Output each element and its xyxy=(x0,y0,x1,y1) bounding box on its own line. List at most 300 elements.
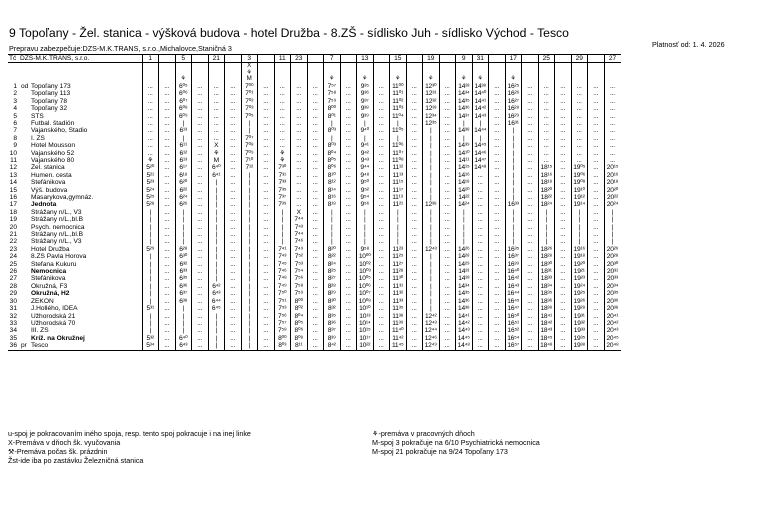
departure-time: ... xyxy=(489,105,506,112)
departure-time: 10¹⁰ xyxy=(357,305,374,312)
departure-time: ... xyxy=(307,201,324,208)
departure-time: ... xyxy=(406,335,423,342)
departure-time: 20³¹ xyxy=(604,268,621,275)
departure-time: | xyxy=(142,209,159,216)
departure-time: | xyxy=(423,172,440,179)
departure-time: | xyxy=(175,313,192,320)
departure-time: ... xyxy=(588,216,605,223)
stop-number: 14 xyxy=(9,179,17,187)
departure-time: 7⁴⁴ xyxy=(291,231,308,238)
departure-time: 18¹⁵ xyxy=(538,164,555,171)
departure-time: ... xyxy=(274,113,291,120)
stop-flag xyxy=(19,305,30,312)
departure-time: ... xyxy=(291,179,308,186)
departure-time: | xyxy=(142,216,159,223)
departure-time: ... xyxy=(522,90,539,97)
departure-time: ... xyxy=(522,172,539,179)
departure-time: ... xyxy=(439,172,456,179)
stop-flag xyxy=(19,164,30,171)
departure-time: ... xyxy=(307,179,324,186)
stop-number: 17 xyxy=(9,201,17,209)
departure-time: | xyxy=(357,238,374,245)
departure-time: ... xyxy=(522,313,539,320)
stop-row xyxy=(8,157,621,164)
departure-time: ... xyxy=(555,238,572,245)
departure-time: ... xyxy=(258,135,275,142)
departure-time: ... xyxy=(192,179,209,186)
departure-time: ... xyxy=(472,216,489,223)
departure-time: | xyxy=(324,231,341,238)
departure-time: ... xyxy=(555,298,572,305)
departure-time: ... xyxy=(522,275,539,282)
departure-time: 7⁵⁸ xyxy=(274,327,291,334)
trip-header: 1 xyxy=(142,55,159,63)
departure-time: | xyxy=(241,261,258,268)
departure-time: 19²⁵ xyxy=(571,290,588,297)
departure-time: ... xyxy=(571,90,588,97)
departure-time: ... xyxy=(373,201,390,208)
departure-time: ⚘ xyxy=(274,150,291,157)
departure-time: ... xyxy=(555,261,572,268)
stop-name: Štefánikova xyxy=(31,275,66,283)
departure-time: ... xyxy=(307,305,324,312)
departure-time: ... xyxy=(258,231,275,238)
departure-time: | xyxy=(208,335,225,342)
departure-time: 10⁰⁶ xyxy=(357,283,374,290)
departure-time: ... xyxy=(291,187,308,194)
departure-time: 10¹⁷ xyxy=(357,335,374,342)
departure-time: ... xyxy=(555,127,572,134)
departure-time: ... xyxy=(588,164,605,171)
stop-row xyxy=(8,275,621,282)
departure-time: 12³⁰ xyxy=(423,83,440,90)
departure-time: ... xyxy=(225,113,242,120)
stop-flag xyxy=(19,313,30,320)
service-symbol xyxy=(522,63,539,83)
departure-time: ... xyxy=(291,105,308,112)
stop-name: Strážany n/L., V3 xyxy=(31,238,82,246)
legend-line: u-spoj je pokracovaním iného spoja, resp. tento spoj pokracuje i na inej linke xyxy=(8,429,251,438)
timetable xyxy=(8,54,621,351)
departure-time: 14³⁸ xyxy=(456,127,473,134)
departure-time: ... xyxy=(588,290,605,297)
departure-time: ... xyxy=(340,105,357,112)
departure-time: 7⁵⁶ xyxy=(291,275,308,282)
departure-time: ... xyxy=(192,201,209,208)
departure-time: 18⁴⁵ xyxy=(538,335,555,342)
departure-time: 5²³ xyxy=(142,179,159,186)
departure-time: ... xyxy=(225,305,242,312)
departure-time: ... xyxy=(373,246,390,253)
departure-time: ... xyxy=(225,201,242,208)
departure-time: ... xyxy=(192,83,209,90)
departure-time: ... xyxy=(522,238,539,245)
departure-time: ... xyxy=(258,120,275,127)
departure-time: ... xyxy=(555,142,572,149)
departure-time: 19²⁴ xyxy=(571,283,588,290)
departure-time: | xyxy=(241,342,258,350)
departure-time: ... xyxy=(307,238,324,245)
departure-time: ... xyxy=(588,157,605,164)
stop-flag xyxy=(19,290,30,297)
departure-time: ... xyxy=(159,275,176,282)
stop-row xyxy=(8,238,621,245)
departure-time: 18²⁰ xyxy=(538,187,555,194)
departure-time: 16⁵⁷ xyxy=(505,342,522,350)
departure-time: 8⁰⁸ xyxy=(291,335,308,342)
departure-time: ... xyxy=(192,231,209,238)
departure-time: 6³⁰ xyxy=(175,253,192,260)
departure-time: | xyxy=(604,224,621,231)
departure-time: ... xyxy=(406,283,423,290)
stop-number: 36 xyxy=(9,342,17,350)
departure-time: ... xyxy=(472,194,489,201)
departure-time: ... xyxy=(588,179,605,186)
stop-name: Masarykova,gymnáz. xyxy=(31,194,94,201)
trip-header: 27 xyxy=(604,55,621,63)
departure-time: ... xyxy=(522,157,539,164)
departure-time: ... xyxy=(555,120,572,127)
departure-time: ... xyxy=(307,209,324,216)
departure-time: | xyxy=(142,231,159,238)
departure-time: ... xyxy=(522,127,539,134)
departure-time: | xyxy=(142,268,159,275)
departure-time: ... xyxy=(439,261,456,268)
departure-time: ... xyxy=(291,172,308,179)
departure-time: ... xyxy=(439,98,456,105)
departure-time: ... xyxy=(373,179,390,186)
service-symbol xyxy=(159,63,176,83)
departure-time: ... xyxy=(406,275,423,282)
departure-time: ... xyxy=(489,246,506,253)
departure-time: 18²⁴ xyxy=(538,201,555,208)
departure-time: ... xyxy=(406,342,423,350)
departure-time: 7⁴³ xyxy=(274,253,291,260)
departure-time: ... xyxy=(225,320,242,327)
departure-time: ... xyxy=(258,194,275,201)
departure-time: 9⁵⁶ xyxy=(357,201,374,208)
legend-line: M-spoj 3 pokračuje na 6/10 Psychiatrická nemocnica xyxy=(372,438,540,447)
departure-time: ... xyxy=(340,127,357,134)
departure-time: ... xyxy=(522,209,539,216)
departure-time: ... xyxy=(340,290,357,297)
departure-time: ... xyxy=(406,179,423,186)
departure-time: ... xyxy=(522,164,539,171)
departure-time: ... xyxy=(406,194,423,201)
stop-number: 29 xyxy=(9,290,17,298)
departure-time: ... xyxy=(489,135,506,142)
departure-time: 10¹⁴ xyxy=(357,320,374,327)
departure-time: ... xyxy=(340,246,357,253)
departure-time: ... xyxy=(472,290,489,297)
service-symbol: ⚘ xyxy=(423,63,440,83)
departure-time: | xyxy=(241,320,258,327)
departure-time: 8⁰³ xyxy=(274,342,291,350)
departure-time: 6³³ xyxy=(175,268,192,275)
departure-time: ... xyxy=(604,90,621,97)
departure-time: ... xyxy=(258,164,275,171)
departure-time: ... xyxy=(192,342,209,350)
stop-row xyxy=(8,231,621,238)
departure-time: 14³⁶ xyxy=(456,105,473,112)
departure-time: ... xyxy=(555,313,572,320)
departure-time: ... xyxy=(588,113,605,120)
departure-time: ... xyxy=(489,90,506,97)
departure-time: ... xyxy=(142,98,159,105)
departure-time: 6⁰⁶ xyxy=(175,90,192,97)
departure-time: ... xyxy=(159,253,176,260)
departure-time: ... xyxy=(489,120,506,127)
stop-number: 35 xyxy=(9,334,17,342)
departure-time: ... xyxy=(192,172,209,179)
departure-time: ... xyxy=(439,335,456,342)
departure-time: ... xyxy=(522,327,539,334)
departure-time: ... xyxy=(406,120,423,127)
departure-time: 8⁰⁴ xyxy=(291,313,308,320)
departure-time: ... xyxy=(208,90,225,97)
departure-time: 6⁴⁰ xyxy=(175,335,192,342)
departure-time: ... xyxy=(555,83,572,90)
departure-time: | xyxy=(423,305,440,312)
departure-time: 6⁴⁴ xyxy=(208,298,225,305)
departure-time: 8³² xyxy=(324,305,341,312)
departure-time: | xyxy=(142,238,159,245)
departure-time: ... xyxy=(588,342,605,350)
departure-time: ... xyxy=(159,187,176,194)
departure-time: ... xyxy=(340,98,357,105)
departure-time: ... xyxy=(555,268,572,275)
departure-time: ... xyxy=(225,194,242,201)
departure-time: 7⁵¹ xyxy=(274,298,291,305)
stop-number: 15 xyxy=(9,186,17,194)
departure-time: 5²⁹ xyxy=(142,246,159,253)
departure-time: ... xyxy=(472,298,489,305)
departure-time: ... xyxy=(472,342,489,350)
departure-time: ... xyxy=(258,157,275,164)
departure-time: ... xyxy=(373,157,390,164)
departure-time: 19¹⁸ xyxy=(571,253,588,260)
departure-time: ... xyxy=(208,83,225,90)
departure-time: ... xyxy=(159,150,176,157)
departure-time: ... xyxy=(439,194,456,201)
departure-time: 8⁰³ xyxy=(324,142,341,149)
departure-time: ... xyxy=(340,305,357,312)
departure-time: ... xyxy=(489,142,506,149)
stop-flag xyxy=(19,209,30,216)
departure-time: ... xyxy=(258,224,275,231)
departure-time: ... xyxy=(604,127,621,134)
departure-time: 7⁴⁶ xyxy=(291,238,308,245)
stop-number: 2 xyxy=(13,90,17,98)
departure-time: ... xyxy=(291,120,308,127)
departure-time: 19¹² xyxy=(571,194,588,201)
departure-time: 19²⁰ xyxy=(571,261,588,268)
stop-row xyxy=(8,335,621,342)
trip-header xyxy=(159,55,176,63)
service-symbol xyxy=(555,63,572,83)
departure-time: ... xyxy=(406,150,423,157)
service-symbol xyxy=(439,63,456,83)
departure-time: ... xyxy=(538,98,555,105)
departure-time: 7⁵³ xyxy=(291,261,308,268)
service-symbol xyxy=(340,63,357,83)
departure-time: | xyxy=(538,231,555,238)
departure-time: 19²⁶ xyxy=(571,298,588,305)
departure-time: 11⁰⁴ xyxy=(390,113,407,120)
departure-time: | xyxy=(472,135,489,142)
departure-time: ... xyxy=(439,290,456,297)
stop-number: 19 xyxy=(9,216,17,224)
departure-time: ... xyxy=(588,313,605,320)
departure-time: | xyxy=(208,231,225,238)
departure-time: ... xyxy=(406,83,423,90)
departure-time: ... xyxy=(340,335,357,342)
departure-time: | xyxy=(456,231,473,238)
departure-time: 11⁰⁶ xyxy=(390,142,407,149)
departure-time: ... xyxy=(604,157,621,164)
departure-time: 12⁴⁴ xyxy=(423,327,440,334)
departure-time: ... xyxy=(522,83,539,90)
stop-name: Vajanského 52 xyxy=(31,149,75,157)
departure-time: | xyxy=(175,327,192,334)
departure-time: 20⁴² xyxy=(604,320,621,327)
service-symbol xyxy=(225,63,242,83)
departure-time: | xyxy=(423,290,440,297)
departure-time: ... xyxy=(307,142,324,149)
departure-time: 16⁴⁰ xyxy=(505,268,522,275)
stop-flag xyxy=(19,194,30,201)
departure-time: | xyxy=(357,135,374,142)
departure-time: ... xyxy=(225,172,242,179)
legend-line: Žst-ide iba po zastávku Železničná stanica xyxy=(8,456,144,465)
departure-time: ... xyxy=(192,224,209,231)
stop-flag xyxy=(19,216,30,223)
departure-time: | xyxy=(142,327,159,334)
stop-name: Hotel Družba xyxy=(31,245,70,253)
departure-time: ... xyxy=(258,261,275,268)
departure-time: ... xyxy=(439,275,456,282)
departure-time: ... xyxy=(274,142,291,149)
stop-row xyxy=(8,179,621,186)
departure-time: ... xyxy=(406,246,423,253)
departure-time: 18³⁰ xyxy=(538,261,555,268)
service-symbol xyxy=(538,63,555,83)
departure-time: 9³⁵ xyxy=(357,83,374,90)
stop-row xyxy=(8,142,621,149)
departure-time: | xyxy=(423,157,440,164)
departure-time: ... xyxy=(159,83,176,90)
departure-time: ... xyxy=(258,83,275,90)
departure-time: ... xyxy=(274,120,291,127)
departure-time: ... xyxy=(159,298,176,305)
stop-row xyxy=(8,187,621,194)
departure-time: 6²⁸ xyxy=(175,246,192,253)
departure-time: 20²⁰ xyxy=(604,187,621,194)
departure-time: ... xyxy=(159,98,176,105)
stop-flag xyxy=(19,268,30,275)
departure-time: ... xyxy=(588,298,605,305)
departure-time: 6²⁴ xyxy=(175,194,192,201)
departure-time: ... xyxy=(291,194,308,201)
departure-time: ... xyxy=(489,172,506,179)
departure-time: 7⁰⁵ xyxy=(241,113,258,120)
departure-time: 7¹⁰ xyxy=(241,157,258,164)
departure-time: 7⁵³ xyxy=(274,305,291,312)
departure-time: ... xyxy=(571,135,588,142)
departure-time: | xyxy=(538,238,555,245)
departure-time: 16⁵¹ xyxy=(505,320,522,327)
departure-time: ... xyxy=(588,135,605,142)
departure-time: ... xyxy=(439,157,456,164)
departure-time: | xyxy=(142,261,159,268)
departure-time: ... xyxy=(225,261,242,268)
departure-time: 14⁴⁶ xyxy=(472,150,489,157)
stop-name: Jednota xyxy=(31,201,57,209)
departure-time: | xyxy=(456,120,473,127)
departure-time: ... xyxy=(571,150,588,157)
departure-time: ... xyxy=(307,98,324,105)
departure-time: 8¹⁴ xyxy=(324,187,341,194)
departure-time: 8⁰⁶ xyxy=(291,327,308,334)
departure-time: ... xyxy=(307,253,324,260)
stop-number: 34 xyxy=(9,327,17,335)
departure-time: ... xyxy=(489,83,506,90)
departure-time: 14³¹ xyxy=(456,268,473,275)
trip-header xyxy=(192,55,209,63)
departure-time: ... xyxy=(555,150,572,157)
departure-time: | xyxy=(505,142,522,149)
departure-time: ... xyxy=(373,238,390,245)
departure-time: 11²¹ xyxy=(390,201,407,208)
stop-name: Tesco xyxy=(30,342,142,350)
departure-time: ... xyxy=(274,98,291,105)
trip-header: 31 xyxy=(472,55,489,63)
departure-time: | xyxy=(604,231,621,238)
departure-time: | xyxy=(423,224,440,231)
stop-name: Užhorodská 21 xyxy=(31,312,76,320)
departure-time: 19¹⁶ xyxy=(571,246,588,253)
departure-time: ... xyxy=(340,275,357,282)
departure-time: 11⁰⁵ xyxy=(390,127,407,134)
departure-time: ... xyxy=(439,105,456,112)
departure-time: ... xyxy=(307,164,324,171)
departure-time: 11³⁸ xyxy=(390,313,407,320)
departure-time: 14³⁸ xyxy=(472,83,489,90)
departure-time: 7³⁰ xyxy=(274,164,291,171)
departure-time: 20¹⁶ xyxy=(604,172,621,179)
departure-time: | xyxy=(274,224,291,231)
departure-time: ... xyxy=(258,320,275,327)
departure-time: | xyxy=(241,120,258,127)
departure-time: ... xyxy=(340,283,357,290)
departure-time: 20³⁰ xyxy=(604,261,621,268)
departure-time: ... xyxy=(439,298,456,305)
departure-time: ... xyxy=(373,298,390,305)
departure-time: 16³³ xyxy=(505,201,522,208)
departure-time: 14²² xyxy=(456,194,473,201)
departure-time: ... xyxy=(307,335,324,342)
departure-time: ... xyxy=(406,253,423,260)
stop-row xyxy=(8,201,621,208)
departure-time: | xyxy=(505,164,522,171)
departure-time: 9⁴² xyxy=(357,150,374,157)
departure-time: | xyxy=(456,238,473,245)
departure-time: 14⁴³ xyxy=(456,327,473,334)
departure-time: | xyxy=(505,127,522,134)
departure-time: ... xyxy=(373,313,390,320)
departure-time: 11²⁷ xyxy=(390,261,407,268)
departure-time: ... xyxy=(274,83,291,90)
